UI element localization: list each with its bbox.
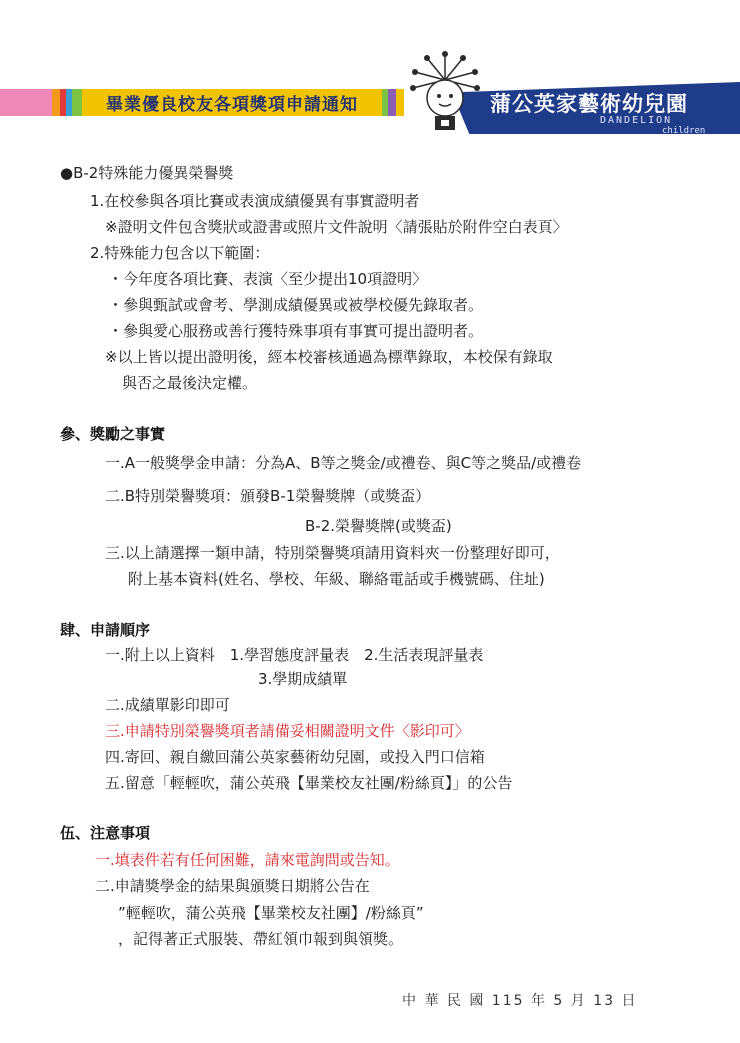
stripe-green [72, 89, 82, 116]
text-line: 2.特殊能力包含以下範圍： [90, 244, 270, 262]
text-line: ・今年度各項比賽、表演〈至少提出10項證明〉 [108, 270, 428, 288]
text-line: 與否之最後決定權。 [122, 374, 258, 392]
text-line: ●B-2特殊能力優異榮譽獎 [60, 164, 234, 182]
section-heading: 參、獎勵之事實 [60, 425, 166, 443]
text-line: 三.申請特別榮譽獎項者請備妥相關證明文件〈影印可〉 [105, 722, 470, 740]
page-title: 畢業優良校友各項獎項申請通知 [82, 89, 382, 116]
text-line: 一.A一般獎學金申請：分為A、B等之獎金/或禮卷、與C等之獎品/或禮卷 [105, 454, 582, 472]
text-line: B-2.榮譽獎牌(或獎盃) [305, 517, 452, 535]
text-line: ，記得著正式服裝、帶紅領巾報到與領獎。 [118, 930, 404, 948]
text-line: ・參與愛心服務或善行獲特殊事項有事實可提出證明者。 [108, 322, 484, 340]
text-line: 二.成績單影印即可 [105, 696, 230, 714]
school-name: 蒲公英家藝術幼兒園 [490, 92, 688, 116]
stripe-yellow [396, 89, 404, 116]
text-line: 一.附上以上資料 1.學習態度評量表 2.生活表現評量表 [105, 646, 484, 664]
text-line: ※證明文件包含獎狀或證書或照片文件說明〈請張貼於附件空白表頁〉 [105, 218, 568, 236]
text-line: 二.B特別榮譽獎項：頒發B-1榮譽獎牌（或獎盃） [105, 487, 431, 505]
text-line: 一.填表件若有任何困難，請來電詢問或告知。 [95, 851, 400, 869]
stripe-orange [52, 89, 60, 116]
text-line: 三.以上請選擇一類申請，特別榮譽獎項請用資料夾一份整理好即可， [105, 544, 560, 562]
dandelion-mascot-logo [405, 50, 485, 140]
issue-date: 中 華 民 國 115 年 5 月 13 日 [402, 993, 638, 1009]
stripe-purple [388, 89, 396, 116]
school-name-en: DANDELION [600, 115, 673, 126]
text-line: 1.在校參與各項比賽或表演成績優異有事實證明者 [90, 192, 420, 210]
text-line: 二.申請獎學金的結果與頒獎日期將公告在 [95, 877, 370, 895]
text-line: 五.留意「輕輕吹，蒲公英飛【畢業校友社團/粉絲頁】」的公告 [105, 774, 513, 792]
section-heading: 伍、注意事項 [60, 824, 151, 842]
school-name-en-sub: children [662, 126, 706, 136]
text-line: ・參與甄試或會考、學測成績優異或被學校優先錄取者。 [108, 296, 484, 314]
text-line: ”輕輕吹，蒲公英飛【畢業校友社團】/粉絲頁” [118, 904, 424, 922]
section-heading: 肆、申請順序 [60, 621, 151, 639]
text-line: 3.學期成績單 [258, 670, 348, 688]
text-line: ※以上皆以提出證明後，經本校審核通過為標準錄取，本校保有錄取 [105, 348, 553, 366]
stripe-pink [0, 89, 52, 116]
text-line: 附上基本資料(姓名、學校、年級、聯絡電話或手機號碼、住址) [128, 570, 545, 588]
text-line: 四.寄回、親自繳回蒲公英家藝術幼兒園，或投入門口信箱 [105, 748, 485, 766]
